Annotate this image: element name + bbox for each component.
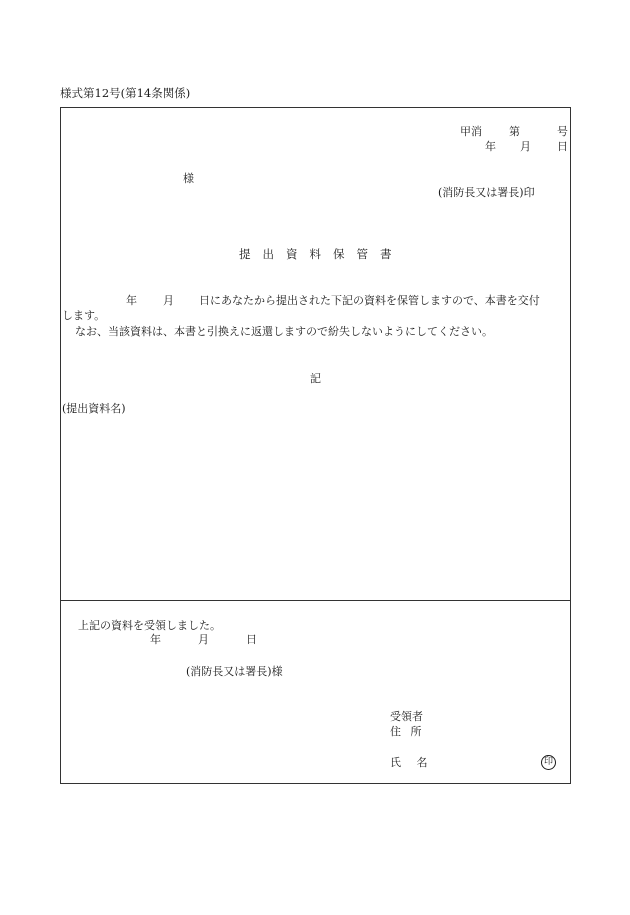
form-number-label: 様式第12号(第14条関係)	[60, 86, 191, 100]
addressee-sama: 様	[183, 172, 194, 185]
body-month: 月	[163, 294, 174, 307]
number-prefix: 甲消	[460, 125, 482, 138]
address-label: 住 所	[390, 725, 422, 738]
body-line2: します。	[62, 309, 106, 322]
body-line1: 日にあなたから提出された下記の資料を保管しますので、本書を交付	[199, 294, 540, 307]
document-title: 提出資料保管書	[239, 247, 404, 261]
name-label: 氏 名	[390, 756, 428, 769]
form-frame	[60, 107, 571, 784]
issue-year: 年	[485, 140, 496, 153]
ki-label: 記	[310, 372, 321, 385]
receipt-year: 年	[150, 633, 161, 646]
section-divider	[60, 600, 571, 601]
materials-label: (提出資料名)	[62, 402, 126, 415]
receipt-statement: 上記の資料を受領しました。	[78, 619, 221, 632]
issuer-title: (消防長又は署長)印	[438, 186, 535, 199]
issue-day: 日	[557, 140, 568, 153]
receipt-day: 日	[246, 633, 257, 646]
number-go: 号	[557, 125, 568, 138]
receipt-month: 月	[198, 633, 209, 646]
receipt-addressee: (消防長又は署長)様	[186, 665, 283, 678]
issue-month: 月	[520, 140, 531, 153]
seal-icon: 印	[541, 755, 556, 770]
body-year: 年	[126, 294, 137, 307]
receiver-label: 受領者	[390, 710, 423, 723]
body-line3: なお、当該資料は、本書と引換えに返還しますので紛失しないようにしてください。	[75, 325, 493, 338]
number-dai: 第	[509, 125, 520, 138]
